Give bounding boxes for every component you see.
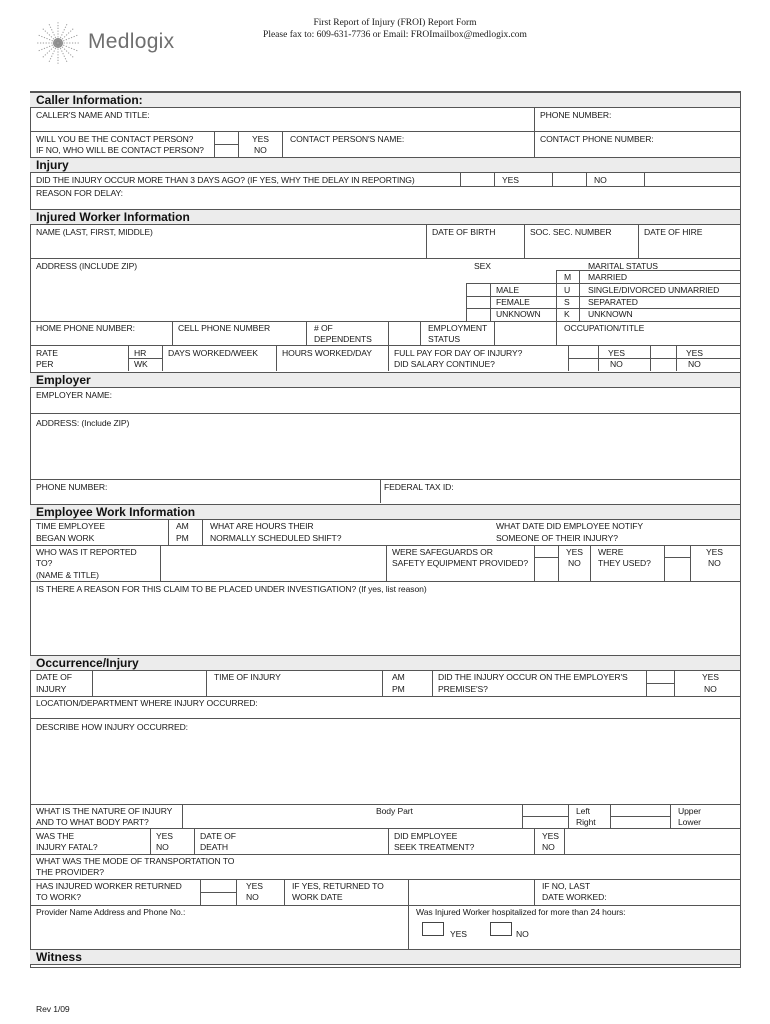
full-pay-yes[interactable]: YES bbox=[608, 348, 625, 358]
injury-time-label: TIME OF INJURY bbox=[214, 672, 281, 682]
ssn-label: SOC. SEC. NUMBER bbox=[530, 227, 612, 237]
shift-hours-label-1: WHAT ARE HOURS THEIR bbox=[210, 521, 314, 531]
fatal-label-2: INJURY FATAL? bbox=[36, 842, 98, 852]
treatment-no[interactable]: NO bbox=[542, 842, 555, 852]
treatment-question-2: SEEK TREATMENT? bbox=[394, 842, 475, 852]
full-pay-no[interactable]: NO bbox=[610, 359, 623, 369]
time-began-label-1: TIME EMPLOYEE bbox=[36, 521, 105, 531]
marital-m-code: M bbox=[564, 272, 572, 282]
describe-label: DESCRIBE HOW INJURY OCCURRED: bbox=[36, 722, 188, 732]
treatment-question-1: DID EMPLOYEE bbox=[394, 831, 458, 841]
hospitalized-question: Was Injured Worker hospitalized for more than 24 hours: bbox=[416, 907, 626, 917]
returned-question-1: HAS INJURED WORKER RETURNED bbox=[36, 881, 182, 891]
injury-section-header bbox=[30, 157, 740, 173]
cell-phone-label: CELL PHONE NUMBER bbox=[178, 323, 271, 333]
hours-worked-label: HOURS WORKED/DAY bbox=[282, 348, 372, 358]
transport-question-2: THE PROVIDER? bbox=[36, 867, 104, 877]
notify-date-label-2: SOMEONE OF THEIR INJURY? bbox=[496, 533, 618, 543]
marital-status-label: MARITAL STATUS bbox=[588, 261, 658, 271]
callers-name-label: CALLER'S NAME AND TITLE: bbox=[36, 110, 150, 120]
marital-married[interactable]: MARRIED bbox=[588, 272, 627, 282]
phone-number-label: PHONE NUMBER: bbox=[540, 110, 612, 120]
returned-no[interactable]: NO bbox=[246, 892, 259, 902]
used-label-2: THEY USED? bbox=[598, 558, 651, 568]
injury-pm[interactable]: PM bbox=[392, 684, 405, 694]
used-label-1: WERE bbox=[598, 547, 624, 557]
work-section-header bbox=[30, 504, 740, 520]
returned-yes[interactable]: YES bbox=[246, 881, 263, 891]
injury-am[interactable]: AM bbox=[392, 672, 405, 682]
form-contact: Please fax to: 609-631-7736 or Email: FROImailbox@medlogix.com bbox=[263, 30, 527, 40]
contact-question: WILL YOU BE THE CONTACT PERSON? bbox=[36, 134, 194, 144]
witness-section-header bbox=[30, 949, 740, 965]
premises-question-1: DID THE INJURY OCCUR ON THE EMPLOYER'S bbox=[438, 672, 628, 682]
dob-label: DATE OF BIRTH bbox=[432, 227, 496, 237]
death-date-label-2: DEATH bbox=[200, 842, 228, 852]
worker-section-header bbox=[30, 209, 740, 225]
rate-label: RATE bbox=[36, 348, 58, 358]
fatal-no[interactable]: NO bbox=[156, 842, 169, 852]
employment-status-label-2: STATUS bbox=[428, 334, 461, 344]
used-no[interactable]: NO bbox=[708, 558, 721, 568]
fatal-label-1: WAS THE bbox=[36, 831, 74, 841]
federal-tax-label: FEDERAL TAX ID: bbox=[384, 482, 454, 492]
per-label: PER bbox=[36, 359, 54, 369]
employer-name-label: EMPLOYER NAME: bbox=[36, 390, 112, 400]
revision-label: Rev 1/09 bbox=[36, 1004, 70, 1014]
last-worked-label-2: DATE WORKED: bbox=[542, 892, 607, 902]
delay-question: DID THE INJURY OCCUR MORE THAN 3 DAYS AGO? (IF YES, WHY THE DELAY IN REPORTING) bbox=[36, 175, 415, 185]
reported-to-label-1: WHO WAS IT REPORTED bbox=[36, 547, 137, 557]
premises-no[interactable]: NO bbox=[704, 684, 717, 694]
employer-section-header bbox=[30, 372, 740, 388]
rate-hr[interactable]: HR bbox=[134, 348, 147, 358]
safeguards-yes[interactable]: YES bbox=[566, 547, 583, 557]
transport-question-1: WHAT WAS THE MODE OF TRANSPORTATION TO bbox=[36, 856, 235, 866]
occupation-label: OCCUPATION/TITLE bbox=[564, 323, 645, 333]
treatment-yes[interactable]: YES bbox=[542, 831, 559, 841]
contact-phone-label: CONTACT PHONE NUMBER: bbox=[540, 134, 654, 144]
work-section-title: Employee Work Information bbox=[36, 505, 196, 519]
injury-date-label-2: INJURY bbox=[36, 684, 67, 694]
sex-unknown[interactable]: UNKNOWN bbox=[496, 309, 541, 319]
employment-status-label-1: EMPLOYMENT bbox=[428, 323, 488, 333]
time-began-label-2: BEGAN WORK bbox=[36, 533, 95, 543]
days-worked-label: DAYS WORKED/WEEK bbox=[168, 348, 258, 358]
death-date-label-1: DATE OF bbox=[200, 831, 236, 841]
began-am[interactable]: AM bbox=[176, 521, 189, 531]
reported-to-label-3: (NAME & TITLE) bbox=[36, 570, 99, 580]
return-date-label-2: WORK DATE bbox=[292, 892, 343, 902]
safeguards-no[interactable]: NO bbox=[568, 558, 581, 568]
medlogix-logo-icon bbox=[32, 20, 84, 66]
worker-name-label: NAME (LAST, FIRST, MIDDLE) bbox=[36, 227, 153, 237]
salary-yes[interactable]: YES bbox=[686, 348, 703, 358]
employer-phone-label: PHONE NUMBER: bbox=[36, 482, 108, 492]
injury-section-title: Injury bbox=[36, 158, 69, 172]
began-pm[interactable]: PM bbox=[176, 533, 189, 543]
rate-wk[interactable]: WK bbox=[134, 359, 148, 369]
contact-no[interactable]: NO bbox=[254, 145, 267, 155]
premises-yes[interactable]: YES bbox=[702, 672, 719, 682]
nature-label-2: AND TO WHAT BODY PART? bbox=[36, 817, 149, 827]
used-yes[interactable]: YES bbox=[706, 547, 723, 557]
delay-no[interactable]: NO bbox=[594, 175, 607, 185]
injury-date-label-1: DATE OF bbox=[36, 672, 72, 682]
hospitalized-no-checkbox[interactable] bbox=[490, 922, 512, 936]
sex-label: SEX bbox=[474, 261, 491, 271]
premises-question-2: PREMISE'S? bbox=[438, 684, 488, 694]
caller-section-title: Caller Information: bbox=[36, 93, 143, 107]
marital-k-code: K bbox=[564, 309, 570, 319]
sex-male[interactable]: MALE bbox=[496, 285, 520, 295]
fatal-yes[interactable]: YES bbox=[156, 831, 173, 841]
nature-label-1: WHAT IS THE NATURE OF INJURY bbox=[36, 806, 173, 816]
hospitalized-yes-checkbox[interactable] bbox=[422, 922, 444, 936]
marital-separated[interactable]: SEPARATED bbox=[588, 297, 638, 307]
return-date-label-1: IF YES, RETURNED TO bbox=[292, 881, 384, 891]
worker-address-label: ADDRESS (INCLUDE ZIP) bbox=[36, 261, 138, 271]
reported-to-label-2: TO? bbox=[36, 558, 53, 568]
dependents-label-1: # OF bbox=[314, 323, 333, 333]
marital-single[interactable]: SINGLE/DIVORCED UNMARRIED bbox=[588, 285, 720, 295]
provider-label: Provider Name Address and Phone No.: bbox=[36, 907, 186, 917]
delay-yes[interactable]: YES bbox=[502, 175, 519, 185]
location-label: LOCATION/DEPARTMENT WHERE INJURY OCCURRED: bbox=[36, 698, 258, 708]
form-title: First Report of Injury (FROI) Report Form bbox=[313, 18, 477, 28]
occurrence-section-header bbox=[30, 655, 740, 671]
side-right[interactable]: Right bbox=[576, 817, 596, 827]
witness-section-title: Witness bbox=[36, 950, 82, 964]
notify-date-label-1: WHAT DATE DID EMPLOYEE NOTIFY bbox=[496, 521, 644, 531]
contact-question-2: IF NO, WHO WILL BE CONTACT PERSON? bbox=[36, 145, 204, 155]
side-left[interactable]: Left bbox=[576, 806, 590, 816]
dependents-label-2: DEPENDENTS bbox=[314, 334, 372, 344]
salary-question: DID SALARY CONTINUE? bbox=[394, 359, 495, 369]
caller-section-header bbox=[30, 92, 740, 108]
hire-date-label: DATE OF HIRE bbox=[644, 227, 703, 237]
salary-no[interactable]: NO bbox=[688, 359, 701, 369]
position-upper[interactable]: Upper bbox=[678, 806, 701, 816]
safeguards-label-2: SAFETY EQUIPMENT PROVIDED? bbox=[392, 558, 529, 568]
home-phone-label: HOME PHONE NUMBER: bbox=[36, 323, 135, 333]
full-pay-question: FULL PAY FOR DAY OF INJURY? bbox=[394, 348, 523, 358]
marital-u-code: U bbox=[564, 285, 571, 295]
reason-delay-label: REASON FOR DELAY: bbox=[36, 188, 123, 198]
sex-female[interactable]: FEMALE bbox=[496, 297, 530, 307]
position-lower[interactable]: Lower bbox=[678, 817, 701, 827]
employer-address-label: ADDRESS: (Include ZIP) bbox=[36, 418, 130, 428]
occurrence-section-title: Occurrence/Injury bbox=[36, 656, 139, 670]
worker-section-title: Injured Worker Information bbox=[36, 210, 190, 224]
brand-name: Medlogix bbox=[88, 30, 175, 53]
investigation-question: IS THERE A REASON FOR THIS CLAIM TO BE PLACED UNDER INVESTIGATION? (If yes, list reason) bbox=[36, 584, 427, 594]
hospitalized-yes[interactable]: YES bbox=[450, 929, 467, 939]
hospitalized-no[interactable]: NO bbox=[516, 929, 529, 939]
last-worked-label-1: IF NO, LAST bbox=[542, 881, 591, 891]
marital-unknown[interactable]: UNKNOWN bbox=[588, 309, 633, 319]
contact-person-name-label: CONTACT PERSON'S NAME: bbox=[290, 134, 405, 144]
employer-section-title: Employer bbox=[36, 373, 91, 387]
body-part-label: Body Part bbox=[376, 806, 413, 816]
marital-s-code: S bbox=[564, 297, 570, 307]
shift-hours-label-2: NORMALLY SCHEDULED SHIFT? bbox=[210, 533, 342, 543]
contact-yes[interactable]: YES bbox=[252, 134, 269, 144]
safeguards-label-1: WERE SAFEGUARDS OR bbox=[392, 547, 493, 557]
returned-question-2: TO WORK? bbox=[36, 892, 81, 902]
